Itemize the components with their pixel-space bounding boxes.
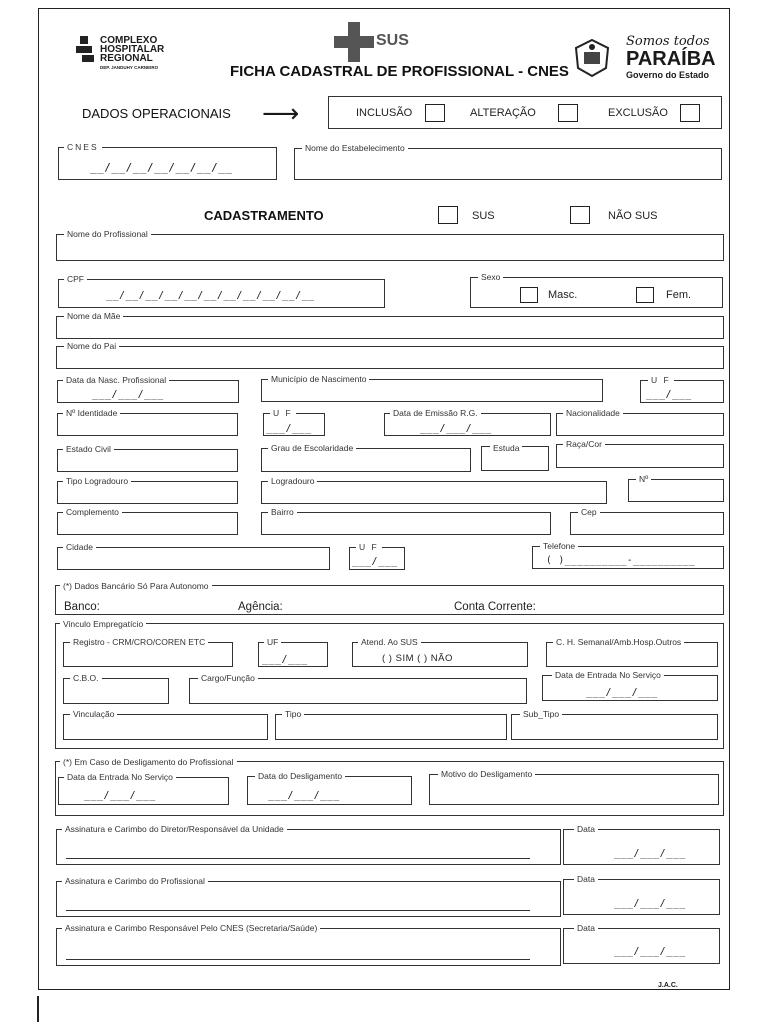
cnes-value: __/__/__/__/__/__/__ [90,161,233,174]
inclusao-checkbox[interactable] [425,104,445,122]
nome-pai-field[interactable] [56,346,724,369]
data-desligamento-value: ___/___/___ [268,790,340,801]
nome-profissional-field[interactable] [56,234,724,261]
motivo-desligamento-label: Motivo do Desligamento [438,769,535,779]
tipo-label: Tipo [282,709,304,719]
nome-mae-label: Nome da Mãe [64,311,123,321]
raca-cor-label: Raça/Cor [563,439,605,449]
sus-cross-icon [334,22,374,62]
form-title: FICHA CADASTRAL DE PROFISSIONAL - CNES [230,63,569,80]
assinatura-cnes-line [66,959,530,960]
bairro-field[interactable] [261,512,551,535]
nome-pai-label: Nome do Pai [64,341,119,351]
logradouro-label: Logradouro [268,476,317,486]
nome-mae-field[interactable] [56,316,724,339]
data-entrada-value: ___/___/___ [586,687,658,698]
tipo-field[interactable] [275,714,507,740]
state-government: Governo do Estado [626,70,710,80]
uf-cidade-label: U F [356,542,382,552]
assinatura-cnes-label: Assinatura e Carimbo Responsável Pelo CNES (Secretaria/Saúde) [62,923,320,933]
cargo-funcao-label: Cargo/Função [198,673,258,683]
sexo-label: Sexo [478,272,503,282]
telefone-value: ( )__________-__________ [546,555,696,566]
data-profissional-field[interactable] [563,879,720,915]
municipio-nasc-label: Município de Nascimento [268,374,369,384]
data-profissional-value: ___/___/___ [614,898,686,909]
cbo-label: C.B.O. [70,673,102,683]
cadastramento-title: CADASTRAMENTO [204,208,324,223]
assinatura-profissional-line [66,910,530,911]
page-edge-mark [37,996,39,1022]
complexo-hospitalar-logo [76,34,198,78]
sub-tipo-label: Sub_Tipo [520,709,562,719]
state-name: PARAÍBA [626,48,716,70]
paraiba-logo [572,34,718,84]
cidade-label: Cidade [63,542,96,552]
ch-semanal-label: C. H. Semanal/Amb.Hosp.Outros [553,637,684,647]
uf-cidade-value: ___/___ [352,556,398,567]
footer-initials: J.A.C. [658,982,678,989]
complemento-label: Complemento [63,507,122,517]
fem-checkbox[interactable] [636,287,654,303]
assinatura-diretor-field[interactable] [56,829,561,865]
logo-text-line2: HOSPITALAR [100,44,165,55]
estabelecimento-label: Nome do Estabelecimento [302,143,408,153]
fem-label: Fem. [666,289,692,301]
bairro-label: Bairro [268,507,297,517]
exclusao-label: EXCLUSÃO [608,107,668,119]
desligamento-label: (*) Em Caso de Desligamento do Profissional [60,757,237,767]
data-cnes-value: ___/___/___ [614,946,686,957]
estuda-label: Estuda [490,443,522,453]
telefone-label: Telefone [540,541,578,551]
state-coat-of-arms-icon [572,38,612,78]
uf-nasc-value: ___/___ [646,389,692,400]
assinatura-cnes-field[interactable] [56,928,561,966]
cidade-field[interactable] [57,547,330,570]
vinculo-label: Vinculo Empregatício [60,619,146,629]
deslig-data-entrada-label: Data da Entrada No Serviço [64,772,176,782]
vinculo-uf-value: ___/___ [262,654,308,665]
grau-escolaridade-label: Grau de Escolaridade [268,443,356,453]
data-entrada-label: Data de Entrada No Serviço [552,670,664,680]
nome-profissional-label: Nome do Profissional [64,229,151,239]
dados-operacionais-title: DADOS OPERACIONAIS [82,106,231,121]
atend-sus-value: ( ) SIM ( ) NÃO [382,653,453,664]
estado-civil-label: Estado Civil [63,444,114,454]
assinatura-profissional-label: Assinatura e Carimbo do Profissional [62,876,208,886]
atend-sus-label: Atend. Ao SUS [358,637,421,647]
exclusao-checkbox[interactable] [680,104,700,122]
masc-checkbox[interactable] [520,287,538,303]
vinculacao-label: Vinculação [70,709,117,719]
data-diretor-label: Data [574,824,598,834]
sus-label: SUS [472,210,495,222]
data-diretor-field[interactable] [563,829,720,865]
arrow-icon: ⟶ [262,98,300,128]
banco-label: Banco: [64,601,100,613]
tipo-logradouro-label: Tipo Logradouro [63,476,131,486]
sus-checkbox[interactable] [438,206,458,224]
alteracao-label: ALTERAÇÃO [470,107,536,119]
vinculo-uf-label: UF [264,637,281,647]
deslig-data-entrada-value: ___/___/___ [84,790,156,801]
data-cnes-label: Data [574,923,598,933]
uf-rg-label: U F [270,408,296,418]
uf-rg-value: ___/___ [266,423,312,434]
sus-logo-text: SUS [376,32,409,49]
data-emissao-label: Data de Emissão R.G. [390,408,481,418]
nacionalidade-label: Nacionalidade [563,408,623,418]
identidade-label: Nº Identidade [63,408,120,418]
agencia-label: Agência: [238,601,283,613]
data-desligamento-label: Data do Desligamento [255,771,345,781]
cpf-value: __/__/__/__/__/__/__/__/__/__/__ [106,290,315,301]
assinatura-diretor-label: Assinatura e Carimbo do Diretor/Responsável da Unidade [62,824,287,834]
state-slogan: Somos todos [626,34,710,49]
logo-text-line4: DEP. JANDUHY CARNEIRO [100,65,159,70]
numero-label: Nº [636,474,651,484]
registro-label: Registro - CRM/CRO/COREN ETC [70,637,208,647]
data-profissional-label: Data [574,874,598,884]
logo-text-line1: COMPLEXO [100,35,158,46]
cep-label: Cep [578,507,600,517]
assinatura-profissional-field[interactable] [56,881,561,917]
nao-sus-label: NÃO SUS [608,210,658,222]
cnes-label: CNES [64,142,102,152]
data-nasc-label: Data da Nasc. Profissional [63,375,169,385]
uf-nasc-label: U F [648,375,674,385]
nao-sus-checkbox[interactable] [570,206,590,224]
masc-label: Masc. [548,289,578,301]
data-diretor-value: ___/___/___ [614,848,686,859]
data-emissao-value: ___/___/___ [420,423,492,434]
sus-logo [334,22,418,62]
data-nasc-value: ___/___/___ [92,389,164,400]
logo-text-line3: REGIONAL [100,53,153,64]
assinatura-diretor-line [66,858,530,859]
cpf-label: CPF [64,274,87,284]
dados-bancarios-label: (*) Dados Bancário Só Para Autonomo [60,581,212,591]
alteracao-checkbox[interactable] [558,104,578,122]
conta-corrente-label: Conta Corrente: [454,601,536,613]
inclusao-label: INCLUSÃO [356,107,413,119]
